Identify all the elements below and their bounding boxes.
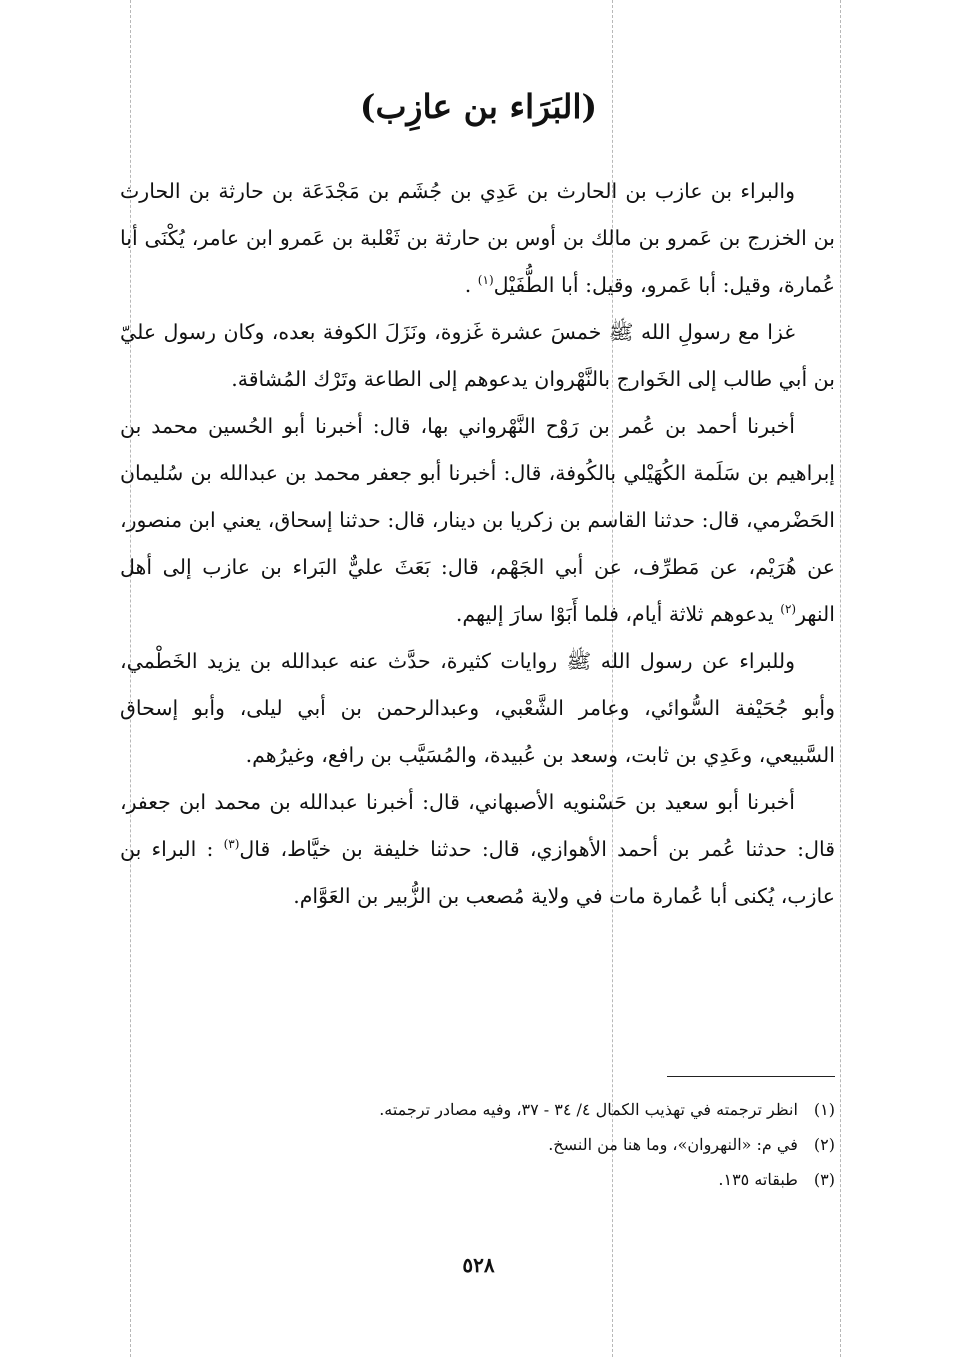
paragraph (120, 779, 835, 920)
footnote-separator (667, 1076, 835, 1077)
footnotes (120, 1092, 835, 1197)
footnote (120, 1127, 835, 1162)
paragraph-text: وللبراء عن رسول الله ﷺ روايات كثيرة، حدَّث عنه عبدالله بن يزيد الخَطْمي، وأبو جُحَيْفة السُّوائي، وعامر الشَّعْبي، وعبدالرحمن بن أبي ليلى، وأبو إسحاق السَّبيعي، وعَدِي بن ثابت، وسعد بن عُبيدة، والمُسَيَّب بن رافع، وغيرُهم. (120, 649, 835, 767)
scan-artifact-line (840, 0, 841, 1357)
main-text (120, 168, 835, 920)
paragraph-text-end: : البراء بن عازب، يُكنى أبا عُمارة مات في ولاية مُصعب بن الزُّبير بن العَوَّام. (120, 837, 835, 908)
page-number: ٥٢٨ (462, 1253, 495, 1277)
paragraph-text-end: يدعوهم ثلاثة أيام، فلما أَبَوْا سارَ إليهم. (455, 602, 781, 626)
page-title: (البَرَاء بن عازِب) (359, 87, 598, 126)
footnote-text: طبقاته ١٣٥. (718, 1170, 798, 1189)
paragraph-text-end: . (464, 273, 478, 297)
paragraph (120, 309, 835, 403)
footnote-number: (١) (813, 1100, 835, 1119)
paragraph (120, 638, 835, 779)
footnote-text: انظر ترجمته في تهذيب الكمال ٤/ ٣٤ - ٣٧، وفيه مصادر ترجمته. (379, 1100, 798, 1119)
footnote-marker: (٢) (780, 602, 797, 617)
footnote-marker: (١) (477, 273, 494, 288)
footnote-number: (٣) (813, 1170, 835, 1189)
paragraph-text: غزا مع رسولِ الله ﷺ خمسَ عشرة غَزوة، ونَزَلَ الكوفة بعده، وكان رسول عليّ بن أبي طالب إلى الخَوارج بالنَّهْروان يدعوهم إلى الطاعة وتَرْك المُشاقة. (120, 320, 835, 391)
footnote (120, 1092, 835, 1127)
paragraph (120, 168, 835, 309)
paragraph (120, 403, 835, 638)
footnote-text: في م: «النهروان»، وما هنا من النسخ. (548, 1135, 798, 1154)
footnote-marker: (٣) (223, 837, 240, 852)
footnote-number: (٢) (813, 1135, 835, 1154)
footnote (120, 1162, 835, 1197)
paragraph-text: أخبرنا أحمد بن عُمر بن رَوْح النَّهْرواني بها، قال: أخبرنا أبو الحُسين محمد بن إبراهيم بن سَلَمة الكُهَيْلي بالكُوفة، قال: أخبرنا أبو جعفر محمد بن عبدالله بن سُليمان الحَضْرمي، قال: حدثنا القاسم بن زكريا بن دينار، قال: حدثنا إسحاق، يعني ابن منصور، عن هُرَيْم، عن مَطرِّف، عن أبي الجَهْم، قال: بَعَثَ عليٌّ البَراء بن عازب إلى أهل النهر (120, 414, 835, 626)
paragraph-text: والبراء بن عازب بن الحارث بن عَدِي بن جُشَم بن مَجْدَعَة بن حارثة بن الحارث بن الخزرج بن عَمرو بن مالك بن أوس بن حارثة بن ثَعْلبة بن عَمرو ابن عامر، يُكْنَى أبا عُمارة، وقيل: أبا عَمرو، وقيل: أبا الطُّفَيْل (120, 179, 835, 297)
paragraph-text: أخبرنا أبو سعيد بن حَسْنويه الأصبهاني، قال: أخبرنا عبدالله بن محمد ابن جعفر، قال: حدثنا عُمر بن أحمد الأهوازي، قال: حدثنا خليفة بن خيَّاط، قال (120, 790, 836, 861)
